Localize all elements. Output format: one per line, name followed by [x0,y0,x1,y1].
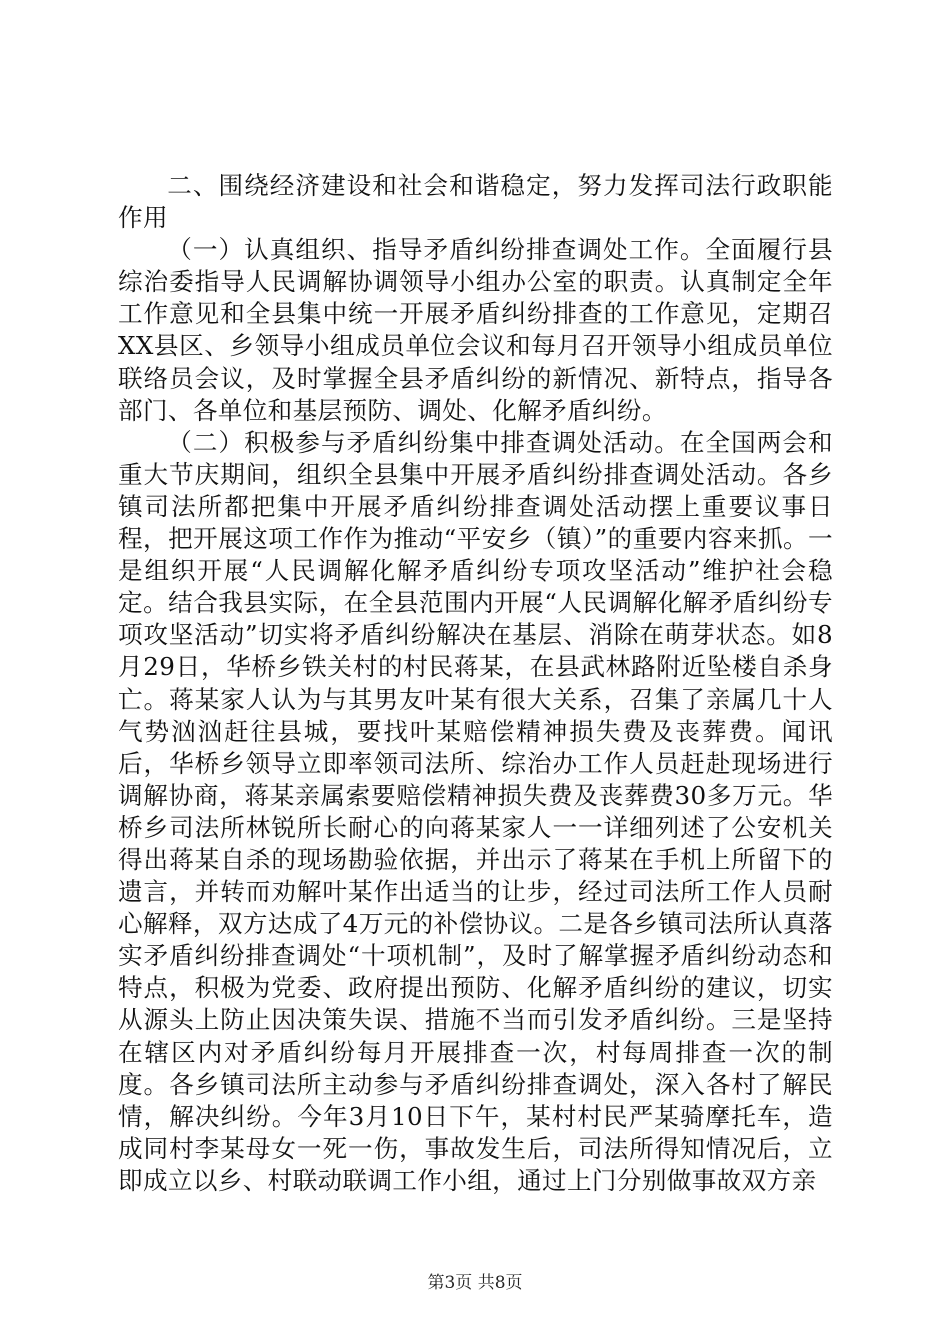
section-heading-paragraph: 二、围绕经济建设和社会和谐稳定，努力发挥司法行政职能作用 [118,171,833,233]
page-number-footer: 第3页 共8页 [427,1273,523,1293]
body-paragraph-1: （一）认真组织、指导矛盾纠纷排查调处工作。全面履行县综治委指导人民调解协调领导小组办公室的职责。认真制定全年工作意见和全县集中统一开展矛盾纠纷排查的工作意见，定期召XX县区、乡领导小组成员单位会议和每月召开领导小组成员单位联络员会议，及时掌握全县矛盾纠纷的新情况、新特点，指导各部门、各单位和基层预防、调处、化解矛盾纠纷。 [118,235,833,425]
document-body [118,170,833,1197]
body-paragraph-2: （二）积极参与矛盾纠纷集中排查调处活动。在全国两会和重大节庆期间，组织全县集中开展矛盾纠纷排查调处活动。各乡镇司法所都把集中开展矛盾纠纷排查调处活动摆上重要议事日程，把开展这项工作作为推动“平安乡（镇）”的重要内容来抓。一是组织开展“人民调解化解矛盾纠纷专项攻坚活动”维护社会稳定。结合我县实际，在全县范围内开展“人民调解化解矛盾纠纷专项攻坚活动”切实将矛盾纠纷解决在基层、消除在萌芽状态。如8月29日，华桥乡铁关村的村民蒋某，在县武林路附近坠楼自杀身亡。蒋某家人认为与其男友叶某有很大关系，召集了亲属几十人气势汹汹赶往县城，要找叶某赔偿精神损失费及丧葬费。闻讯后，华桥乡领导立即率领司法所、综治办工作人员赶赴现场进行调解协商，蒋某亲属索要赔偿精神损失费及丧葬费30多万元。华桥乡司法所林锐所长耐心的向蒋某家人一一详细列述了公安机关得出蒋某自杀的现场勘验依据，并出示了蒋某在手机上所留下的遗言，并转而劝解叶某作出适当的让步，经过司法所工作人员耐心解释，双方达成了4万元的补偿协议。二是各乡镇司法所认真落实矛盾纠纷排查调处“十项机制”，及时了解掌握矛盾纠纷动态和特点，积极为党委、政府提出预防、化解矛盾纠纷的建议，切实从源头上防止因决策失误、措施不当而引发矛盾纠纷。三是坚持在辖区内对矛盾纠纷每月开展排查一次，村每周排查一次的制度。各乡镇司法所主动参与矛盾纠纷排查调处，深入各村了解民情，解决纠纷。今年3月10日下午，某村村民严某骑摩托车，造成同村李某母女一死一伤，事故发生后，司法所得知情况后，立即成立以乡、村联动联调工作小组，通过上门分别做事故双方亲 [118,427,833,1195]
